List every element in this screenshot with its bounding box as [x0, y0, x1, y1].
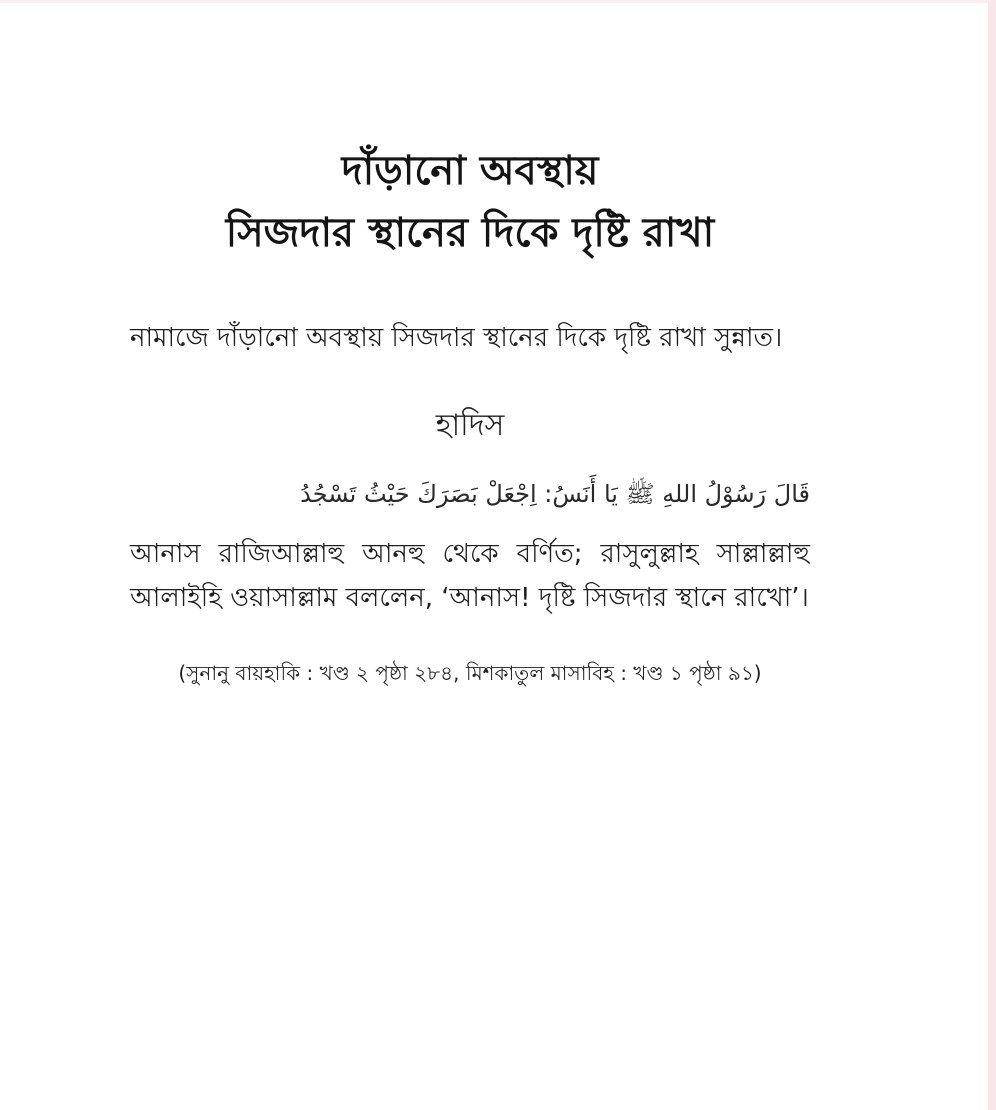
title-line-2: সিজদার স্থানের দিকে দৃষ্টি রাখা: [225, 210, 715, 256]
hadith-heading: হাদিস: [435, 408, 505, 443]
hadith-arabic-text: قَالَ رَسُوْلُ اللهِ ﷺ يَا أَنَسُ: اِجْعَلْ بَصَرَكَ حَيْثُ تَسْجُدُ: [300, 480, 810, 508]
page-top-edge: [0, 0, 996, 3]
intro-paragraph: নামাজে দাঁড়ানো অবস্থায় সিজদার স্থানের দিকে দৃষ্টি রাখা সুন্নাত।: [130, 323, 783, 353]
hadith-reference: (সুনানু বায়হাকি : খণ্ড ২ পৃষ্ঠা ২৮৪, মিশকাতুল মাসাবিহ : খণ্ড ১ পৃষ্ঠা ৯১): [178, 661, 762, 685]
page-title: [130, 140, 810, 264]
title-line-1: দাঁড়ানো অবস্থায়: [341, 148, 599, 194]
page-right-edge: [988, 0, 996, 1110]
hadith-translation: আনাস রাজিআল্লাহু আনহু থেকে বর্ণিত; রাসুলুল্লাহ সাল্লাল্লাহু আলাইহি ওয়াসাল্লাম বললেন, ‘আনাস! দৃষ্টি সিজদার স্থানে রাখো’।: [130, 539, 810, 613]
document-page: [130, 140, 810, 688]
